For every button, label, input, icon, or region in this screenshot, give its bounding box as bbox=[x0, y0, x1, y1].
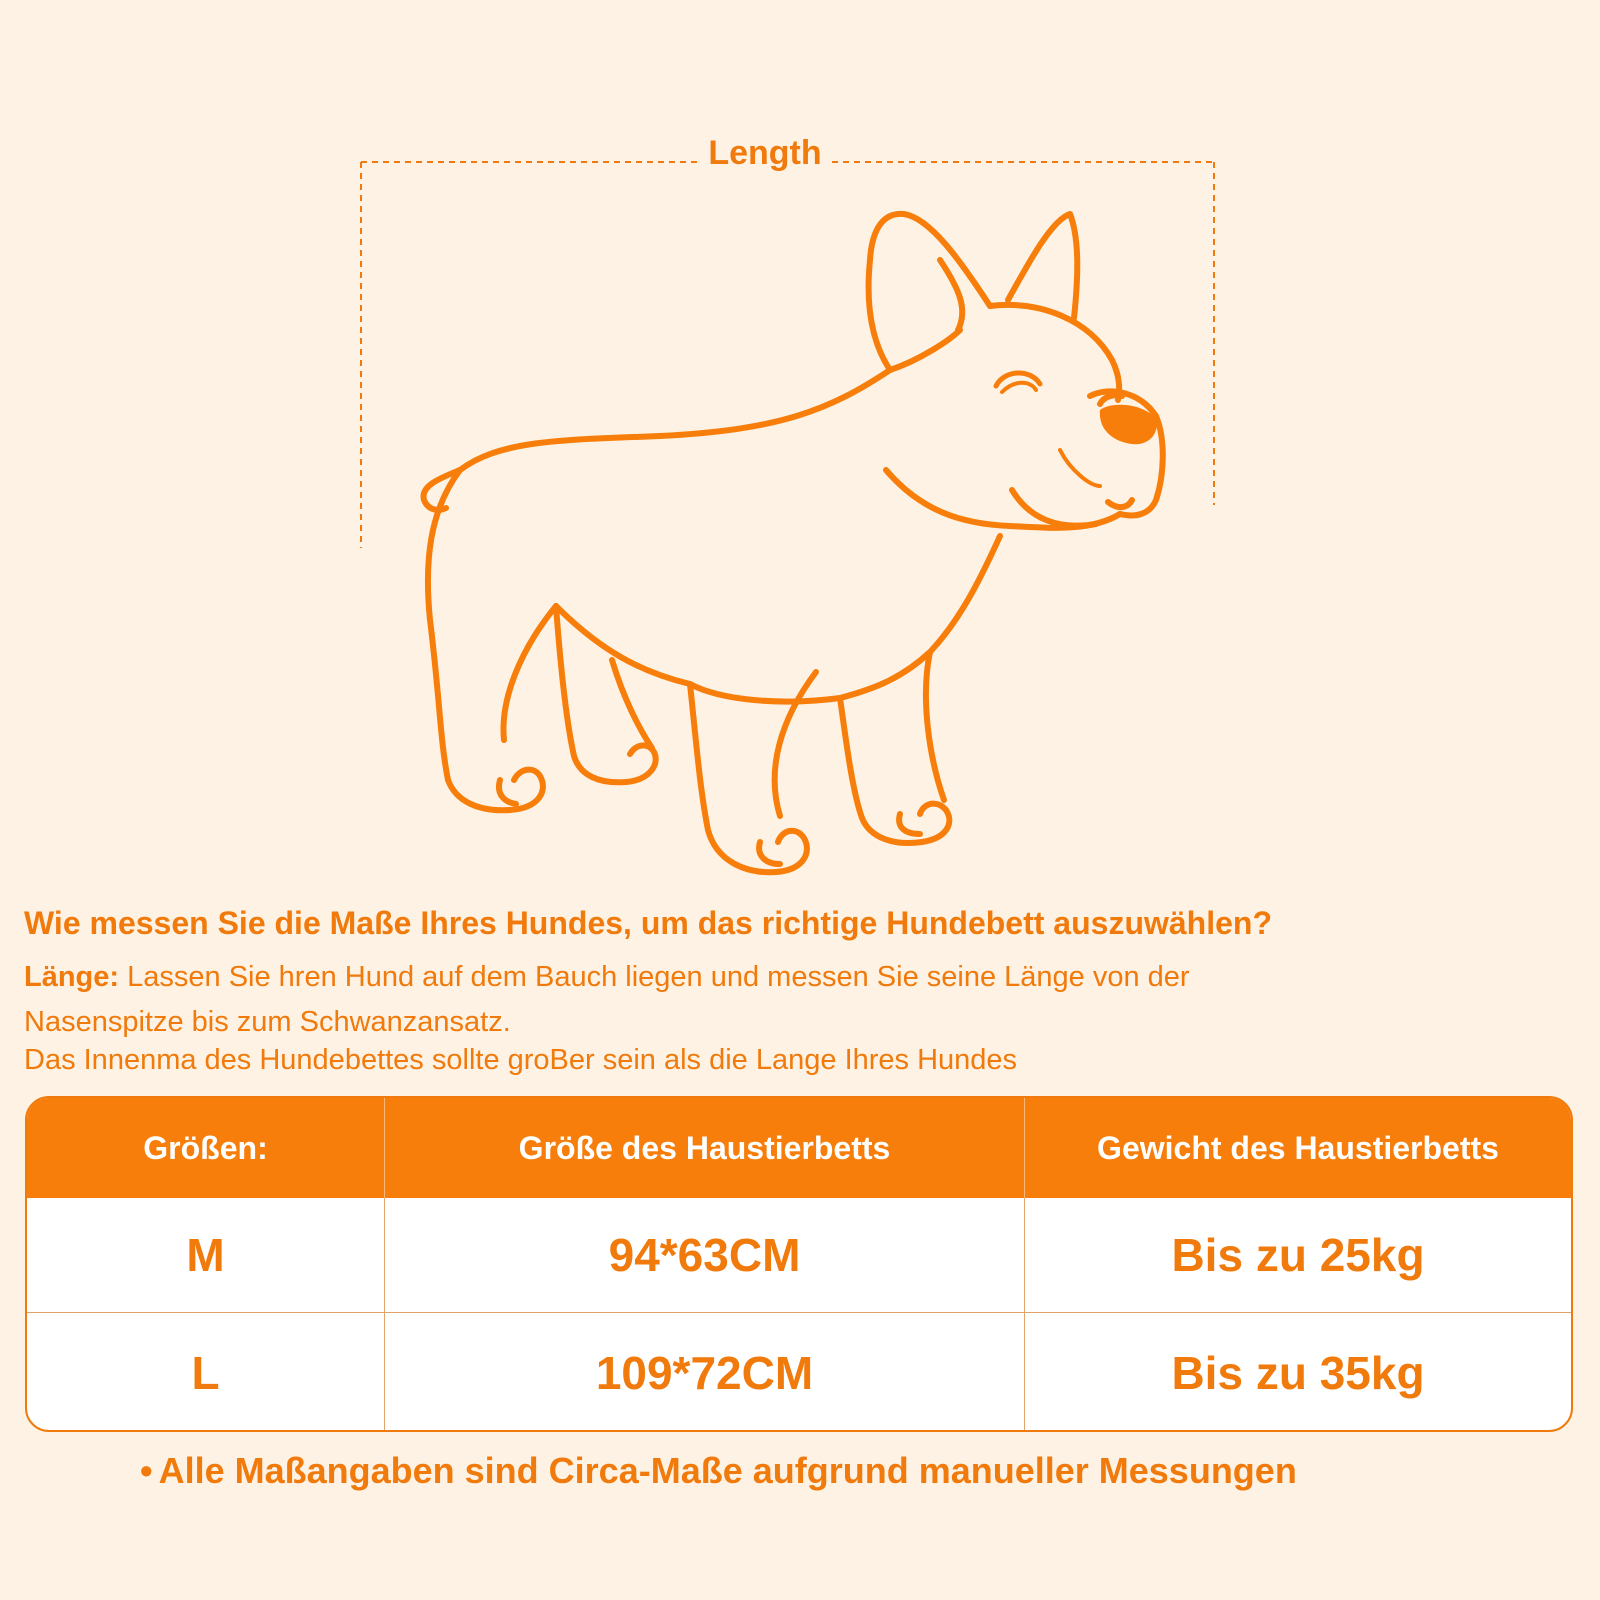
length-description-text: Lassen Sie hren Hund auf dem Bauch liegen und messen Sie seine Länge von der Nasenspitze bis zum Schwanzansatz. bbox=[24, 961, 1190, 1038]
weight-cell: Bis zu 35kg bbox=[1171, 1347, 1425, 1399]
table-row bbox=[27, 1312, 1571, 1432]
footnote-text: Alle Maßangaben sind Circa-Maße aufgrund manueller Messungen bbox=[158, 1450, 1297, 1491]
header-sizes: Größen: bbox=[27, 1098, 385, 1198]
table-row bbox=[27, 1198, 1571, 1312]
header-bed-size: Größe des Haustierbetts bbox=[385, 1098, 1025, 1198]
size-cell: M bbox=[27, 1198, 385, 1312]
bullet-icon: • bbox=[140, 1450, 153, 1491]
dimension-cell: 109*72CM bbox=[385, 1313, 1025, 1432]
guide-heading: Wie messen Sie die Maße Ihres Hundes, um das richtige Hundebett auszuwählen? bbox=[24, 905, 1272, 941]
size-table bbox=[25, 1096, 1573, 1432]
bed-size-note: Das Innenma des Hundebettes sollte groBer sein als die Lange Ihres Hundes bbox=[24, 1044, 1018, 1076]
table-header-row bbox=[27, 1098, 1571, 1198]
dimension-cell: 94*63CM bbox=[385, 1198, 1025, 1312]
dog-icon bbox=[423, 214, 1162, 872]
size-cell: L bbox=[27, 1313, 385, 1432]
length-label: Length bbox=[700, 134, 830, 173]
length-dimension-line bbox=[361, 162, 1214, 548]
footnote bbox=[140, 1450, 1297, 1492]
header-bed-weight: Gewicht des Haustierbetts bbox=[1097, 1129, 1499, 1166]
weight-cell: Bis zu 25kg bbox=[1171, 1229, 1425, 1281]
length-description bbox=[24, 955, 1344, 1045]
length-description-label: Länge: bbox=[24, 961, 120, 993]
